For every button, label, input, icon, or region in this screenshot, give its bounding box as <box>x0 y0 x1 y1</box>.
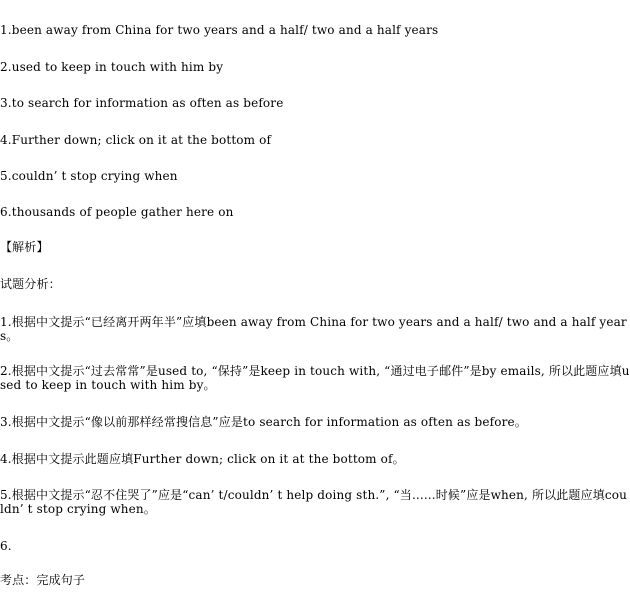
analysis-item-6: 6. <box>0 539 12 553</box>
answer-5: 5.couldn’ t stop crying when <box>0 169 178 183</box>
analysis-item-5: 5.根据中文提示“忍不住哭了”应是“can’ t/couldn’ t help doing sth.”, “当......时候”应是when, 所以此题应填couldn’ t stop crying when。 <box>0 488 627 516</box>
analysis-header: 【解析】 <box>0 240 49 254</box>
answer-3: 3.to search for information as often as before <box>0 96 284 110</box>
answer-4: 4.Further down; click on it at the bottom of <box>0 133 272 147</box>
answer-6: 6.thousands of people gather here on <box>0 205 234 219</box>
analysis-item-3: 3.根据中文提示“像以前那样经常搜信息”应是to search for information as often as before。 <box>0 415 527 429</box>
kaodian-label: 考点：完成句子 <box>0 573 86 587</box>
analysis-item-4: 4.根据中文提示此题应填Further down; click on it at the bottom of。 <box>0 452 405 466</box>
analysis-item-1: 1.根据中文提示“已经离开两年半”应填been away from China for two years and a half/ two and a half years。 <box>0 315 627 343</box>
analysis-intro: 试题分析： <box>0 277 61 291</box>
answer-1: 1.been away from China for two years and a half/ two and a half years <box>0 23 439 37</box>
answer-2: 2.used to keep in touch with him by <box>0 60 224 74</box>
analysis-item-2: 2.根据中文提示“过去常常”是used to, “保持”是keep in touch with, “通过电子邮件”是by emails, 所以此题应填used to keep in touch with him by。 <box>0 364 630 392</box>
